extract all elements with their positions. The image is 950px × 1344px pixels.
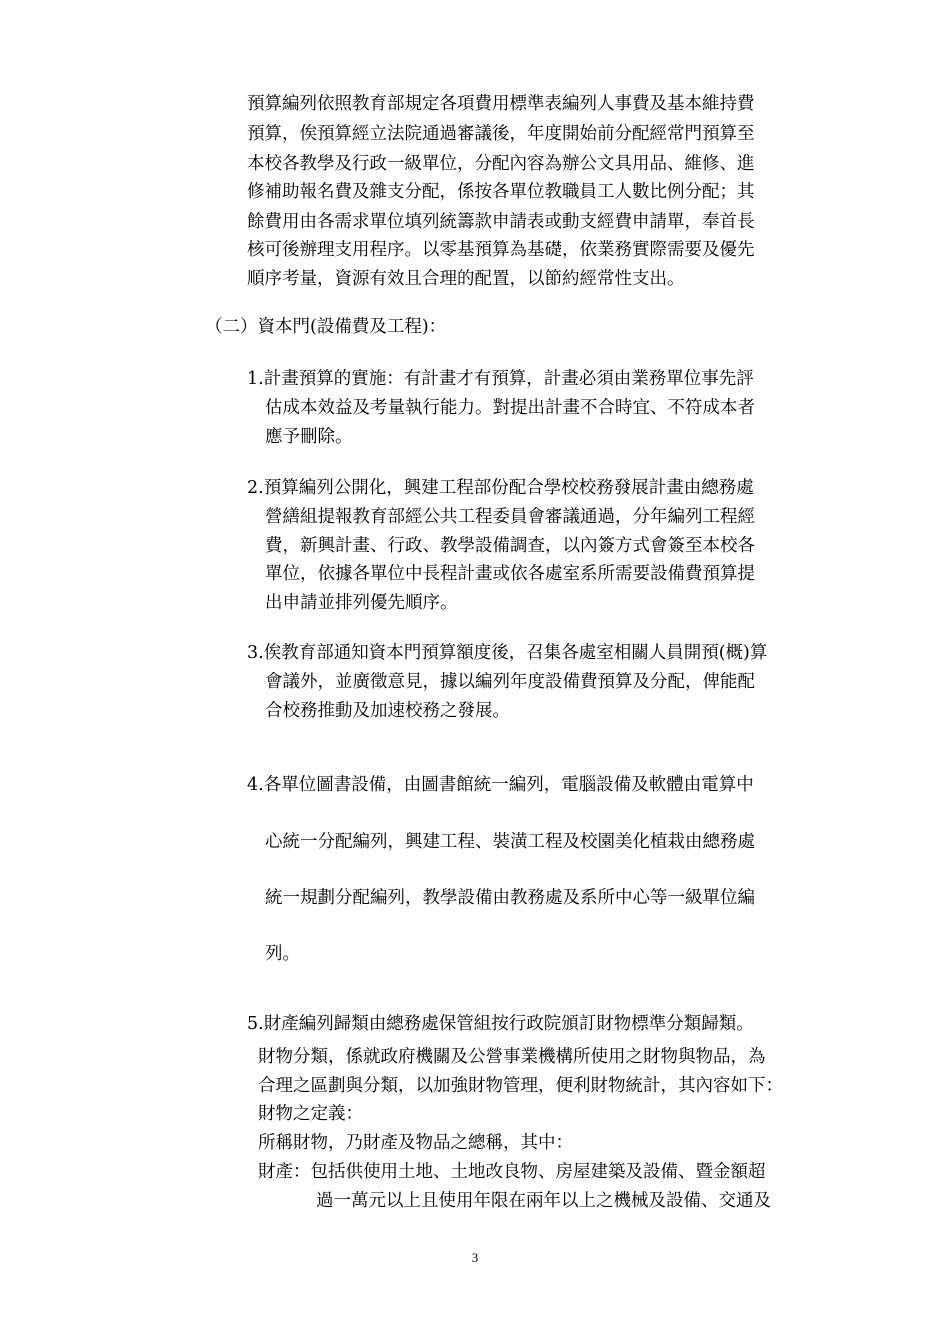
list-item-line: 統一規劃分配編列，教學設備由教務處及系所中心等一級單位編 [265, 888, 755, 908]
list-item-line: 單位，依據各單位中長程計畫或依各處室系所需要設備費預算提 [265, 564, 755, 584]
item5-body-line: 財產：包括供使用土地、土地改良物、房屋建築及設備、暨金額超 [258, 1162, 766, 1182]
list-item-line: 合校務推動及加速校務之發展。 [265, 701, 510, 721]
list-item-line: 1.計畫預算的實施：有計畫才有預算，計畫必須由業務單位事先評 [247, 369, 754, 389]
list-item-line: 費，新興計畫、行政、教學設備調查，以內簽方式會簽至本校各 [265, 536, 755, 556]
list-item-line: 列。 [265, 944, 300, 964]
list-item-line: 營繕組提報教育部經公共工程委員會審議通過，分年編列工程經 [265, 507, 755, 527]
item5-body-line: 過一萬元以上且使用年限在兩年以上之機械及設備、交通及 [316, 1191, 771, 1211]
list-item-line: 5.財產編列歸類由總務處保管組按行政院頒訂財物標準分類歸類。 [247, 1014, 754, 1034]
list-item-line: 估成本效益及考量執行能力。對提出計畫不合時宜、不符成本者 [265, 398, 755, 418]
item5-body-line: 財物之定義： [258, 1104, 363, 1124]
section-heading: （二）資本門(設備費及工程)： [205, 317, 447, 337]
list-item-line: 4.各單位圖書設備，由圖書館統一編列，電腦設備及軟體由電算中 [247, 775, 754, 795]
list-item-line: 會議外，並廣徵意見，據以編列年度設備費預算及分配，俾能配 [265, 672, 755, 692]
intro-line: 順序考量，資源有效且合理的配置，以節約經常性支出。 [247, 269, 685, 289]
item5-body-line: 所稱財物，乃財產及物品之總稱，其中： [258, 1133, 573, 1153]
item5-body-line: 財物分類，係就政府機關及公營事業機構所使用之財物與物品，為 [258, 1047, 766, 1067]
list-item-line: 應予刪除。 [265, 427, 353, 447]
intro-line: 本校各教學及行政一級單位，分配內容為辦公文具用品、維修、進 [247, 154, 755, 174]
intro-line: 核可後辦理支用程序。以零基預算為基礎，依業務實際需要及優先 [247, 240, 755, 260]
list-item-line: 出申請並排列優先順序。 [265, 593, 458, 613]
list-item-line: 3.俟教育部通知資本門預算額度後，召集各處室相關人員開預(概)算 [247, 643, 768, 663]
intro-line: 預算編列依照教育部規定各項費用標準表編列人事費及基本維持費 [247, 94, 755, 114]
list-item-line: 2.預算編列公開化，興建工程部份配合學校校務發展計畫由總務處 [247, 478, 754, 498]
intro-line: 修補助報名費及雜支分配，係按各單位教職員工人數比例分配；其 [247, 182, 755, 202]
list-item-line: 心統一分配編列，興建工程、裝潢工程及校園美化植栽由總務處 [265, 832, 755, 852]
page-number: 3 [471, 1250, 479, 1265]
item5-body-line: 合理之區劃與分類，以加強財物管理，便利財物統計，其內容如下： [258, 1076, 783, 1096]
intro-line: 餘費用由各需求單位填列統籌款申請表或動支經費申請單，奉首長 [247, 212, 755, 232]
intro-line: 預算，俟預算經立法院通過審議後，年度開始前分配經常門預算至 [247, 124, 755, 144]
